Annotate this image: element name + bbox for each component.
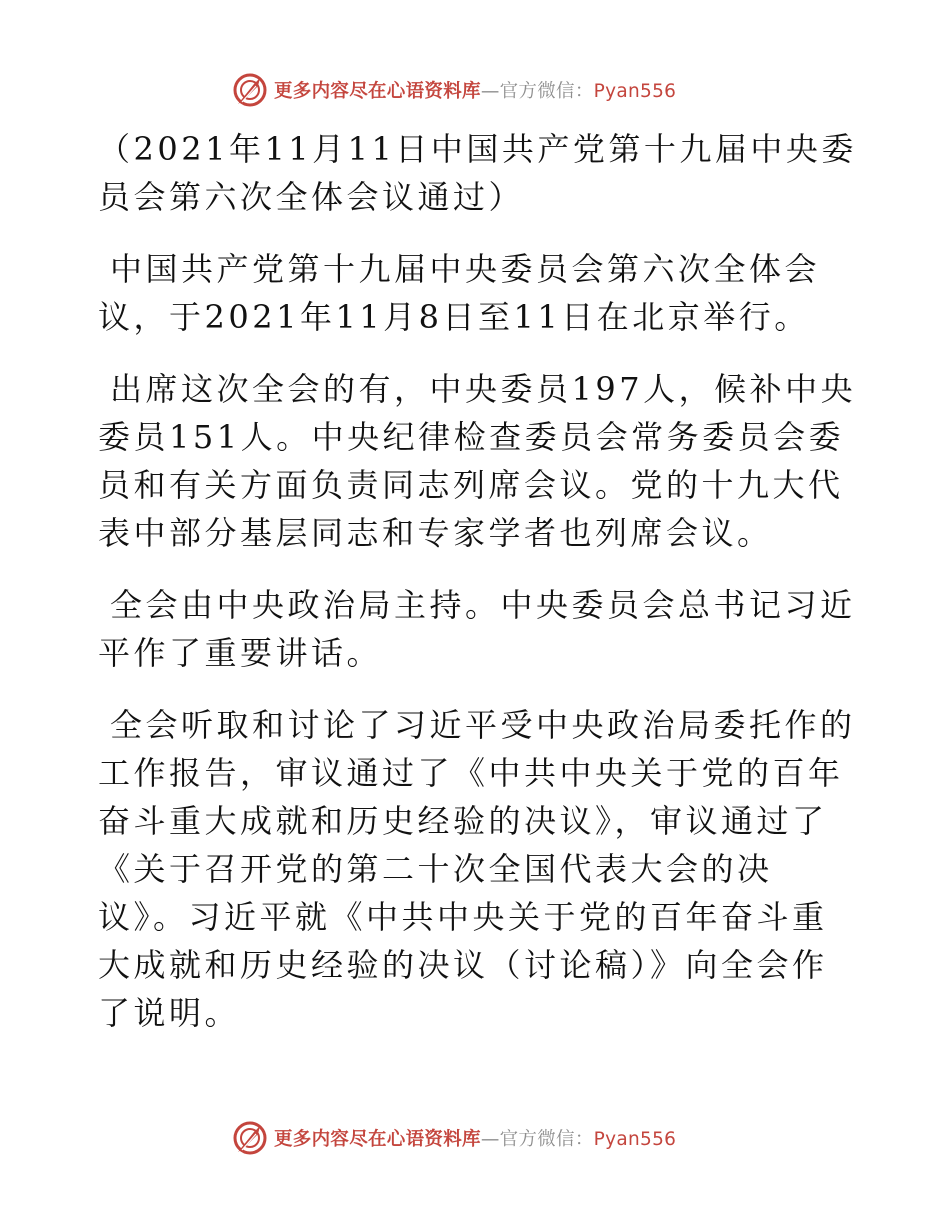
watermark-slogan: 更多内容尽在心语资料库 <box>274 1129 481 1150</box>
document-subtitle: （2021年11月11日中国共产党第十九届中央委员会第六次全体会议通过） <box>98 130 857 216</box>
wechat-id: Pyan556 <box>593 1129 677 1150</box>
paragraph: 出席这次全会的有，中央委员197人，候补中央委员151人。中央纪律检查委员会常务委员会委员和有关方面负责同志列席会议。党的十九大代表中部分基层同志和专家学者也列席会议。 <box>98 370 857 552</box>
quill-logo-icon <box>232 72 268 108</box>
watermark-text <box>274 1125 676 1151</box>
watermark-separator: — <box>480 81 500 102</box>
wechat-label: 官方微信： <box>499 1129 594 1150</box>
watermark-separator: — <box>480 1129 500 1150</box>
watermark-banner-top <box>232 70 676 110</box>
paragraph: 全会由中央政治局主持。中央委员会总书记习近平作了重要讲话。 <box>98 586 856 672</box>
paragraph: 全会听取和讨论了习近平受中央政治局委托作的工作报告，审议通过了《中共中央关于党的百年奋斗重大成就和历史经验的决议》，审议通过了《关于召开党的第二十次全国代表大会的决议》。习近平就《中共中央关于党的百年奋斗重大成就和历史经验的决议（讨论稿）》向全会作了说明。 <box>98 706 856 1032</box>
watermark-banner-bottom <box>232 1118 676 1158</box>
document-body <box>98 125 858 1061</box>
quill-logo-icon <box>232 1120 268 1156</box>
wechat-label: 官方微信： <box>499 81 594 102</box>
watermark-text <box>274 77 676 103</box>
watermark-slogan: 更多内容尽在心语资料库 <box>274 81 481 102</box>
paragraph: 中国共产党第十九届中央委员会第六次全体会议，于2021年11月8日至11日在北京举行。 <box>98 250 821 336</box>
wechat-id: Pyan556 <box>593 81 677 102</box>
